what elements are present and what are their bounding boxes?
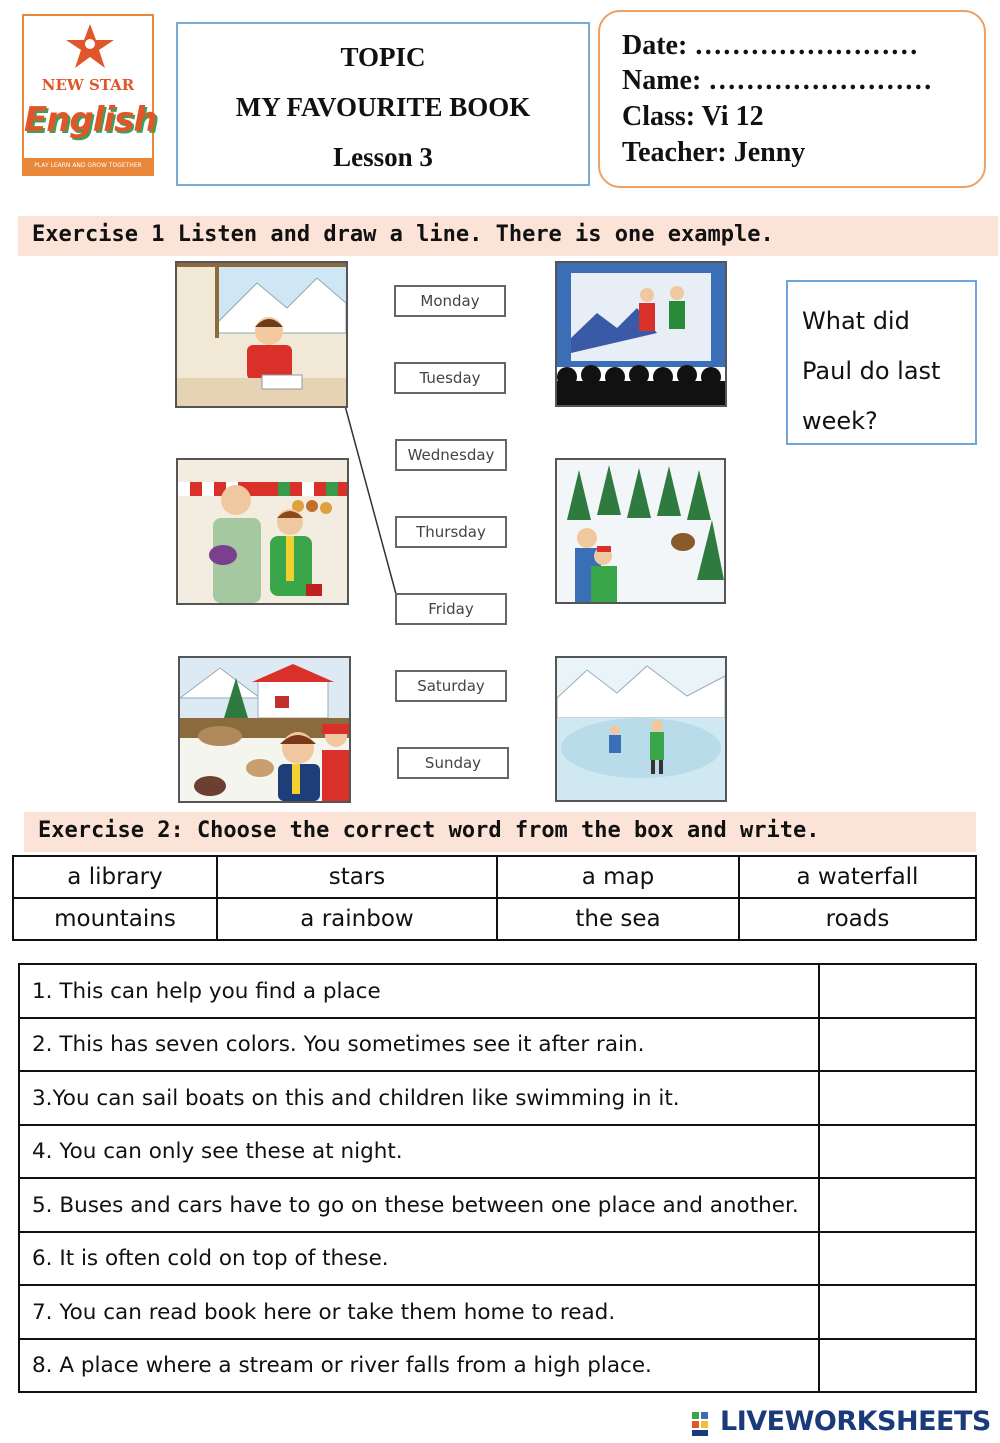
question-line-1: What did <box>802 307 910 335</box>
liveworksheets-text: LIVEWORKSHEETS <box>720 1406 991 1437</box>
topic-box <box>176 22 590 186</box>
word-cell[interactable]: stars <box>217 856 497 898</box>
topic-label: TOPIC <box>340 42 426 72</box>
questions-table <box>18 963 977 1393</box>
exercise1-header: Exercise 1 Listen and draw a line. There is one example. <box>18 216 998 256</box>
question-text: 1. This can help you find a place <box>19 964 819 1018</box>
name-field[interactable]: Name: …………………… <box>622 65 933 96</box>
example-line <box>340 398 400 610</box>
logo-text-new-star: NEW STAR <box>41 76 135 94</box>
exercise2-header: Exercise 2: Choose the correct word from the box and write. <box>24 812 976 852</box>
word-box <box>12 855 977 941</box>
question-text: 5. Buses and cars have to go on these between one place and another. <box>19 1178 819 1232</box>
word-cell[interactable]: mountains <box>13 898 217 940</box>
student-info-box <box>598 10 986 188</box>
class-label: Class: Vi 12 <box>622 101 764 132</box>
picture-snow-forest[interactable] <box>555 458 726 604</box>
word-cell[interactable]: a rainbow <box>217 898 497 940</box>
day-label-monday[interactable]: Monday <box>394 285 506 317</box>
answer-field[interactable] <box>819 1232 976 1285</box>
date-field[interactable]: Date: …………………… <box>622 30 919 61</box>
question-text: 2. This has seven colors. You sometimes see it after rain. <box>19 1018 819 1071</box>
question-text: 3.You can sail boats on this and children like swimming in it. <box>19 1071 819 1125</box>
star-icon <box>64 22 116 70</box>
teacher-label: Teacher: Jenny <box>622 137 806 168</box>
lesson-label: Lesson 3 <box>333 142 433 172</box>
question-text: 8. A place where a stream or river falls from a high place. <box>19 1339 819 1392</box>
liveworksheets-brand <box>692 1406 992 1440</box>
answer-field[interactable] <box>819 1018 976 1071</box>
answer-field[interactable] <box>819 1071 976 1125</box>
picture-cinema[interactable] <box>555 261 727 407</box>
picture-market[interactable] <box>176 458 349 605</box>
logo-tagline: PLAY LEARN AND GROW TOGETHER <box>24 158 152 174</box>
question-text: 4. You can only see these at night. <box>19 1125 819 1178</box>
picture-farm[interactable] <box>178 656 351 803</box>
answer-field[interactable] <box>819 1339 976 1392</box>
brand-logo <box>22 14 157 176</box>
logo-text-english: English <box>24 100 157 140</box>
day-label-wednesday[interactable]: Wednesday <box>395 439 507 471</box>
word-cell[interactable]: a waterfall <box>739 856 976 898</box>
question-text: 7. You can read book here or take them home to read. <box>19 1285 819 1339</box>
liveworksheets-logo-icon <box>692 1412 718 1436</box>
word-cell[interactable]: a map <box>497 856 739 898</box>
day-label-tuesday[interactable]: Tuesday <box>394 362 506 394</box>
topic-title: MY FAVOURITE BOOK <box>235 92 531 122</box>
word-cell[interactable]: the sea <box>497 898 739 940</box>
answer-field[interactable] <box>819 1178 976 1232</box>
word-cell[interactable]: a library <box>13 856 217 898</box>
day-label-thursday[interactable]: Thursday <box>395 516 507 548</box>
picture-boy-writing[interactable] <box>175 261 348 408</box>
answer-field[interactable] <box>819 1125 976 1178</box>
day-label-sunday[interactable]: Sunday <box>397 747 509 779</box>
question-line-2: Paul do last <box>802 357 941 385</box>
answer-field[interactable] <box>819 964 976 1018</box>
answer-field[interactable] <box>819 1285 976 1339</box>
question-text: 6. It is often cold on top of these. <box>19 1232 819 1285</box>
word-cell[interactable]: roads <box>739 898 976 940</box>
day-label-friday[interactable]: Friday <box>395 593 507 625</box>
question-line-3: week? <box>802 407 878 435</box>
picture-ice-skating[interactable] <box>555 656 727 802</box>
day-label-saturday[interactable]: Saturday <box>395 670 507 702</box>
question-box <box>786 280 977 445</box>
